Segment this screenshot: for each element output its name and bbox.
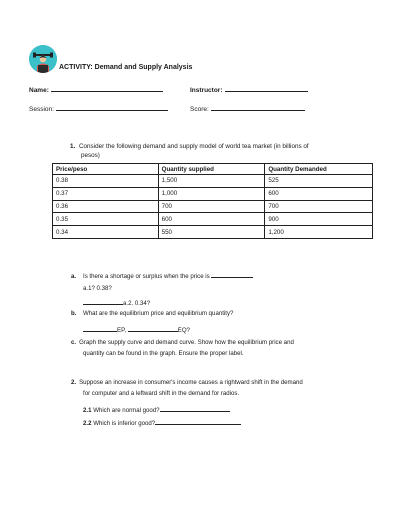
question-2-line1: Suppose an increase in consumer's income causes a rightward shift in the demand: [79, 379, 303, 386]
answer-blank[interactable]: [211, 271, 253, 278]
table-cell: 700: [158, 200, 265, 213]
instructor-label: Instructor:: [190, 87, 223, 94]
equilibrium-answers: [83, 325, 190, 334]
answer-blank[interactable]: [155, 418, 241, 425]
instructor-blank[interactable]: [225, 85, 308, 92]
question-1-prompt-cont: pesos): [81, 151, 100, 159]
table-cell: 600: [265, 187, 373, 200]
score-label: Score:: [190, 106, 209, 113]
student-avatar-icon: [29, 45, 57, 73]
question-1: [70, 143, 360, 160]
name-blank[interactable]: [51, 85, 163, 92]
ep-label: EP,: [117, 327, 127, 334]
question-2-line2: for computer and a leftward shift in the demand for radios.: [83, 390, 240, 397]
table-cell: 550: [158, 226, 265, 239]
question-c-label: c.: [71, 339, 77, 346]
column-header: Quantity Demanded: [265, 164, 373, 175]
question-2-1-label: 2.1: [83, 407, 92, 414]
table-row: [53, 187, 373, 200]
question-a-text: Is there a shortage or surplus when the price is: [83, 273, 210, 280]
instructor-field: [190, 85, 308, 94]
ep-blank[interactable]: [83, 325, 117, 332]
question-a1: a.1? 0.38?: [83, 285, 112, 292]
table-cell: 1,000: [158, 187, 265, 200]
table-cell: 700: [265, 200, 373, 213]
eq-blank[interactable]: [128, 325, 178, 332]
question-a2: [83, 298, 150, 307]
table-row: [53, 200, 373, 213]
table-cell: 0.34: [53, 226, 159, 239]
session-blank[interactable]: [56, 104, 168, 111]
table-cell: 0.35: [53, 213, 159, 226]
table-cell: 600: [158, 213, 265, 226]
page-title: ACTIVITY: Demand and Supply Analysis: [59, 64, 193, 71]
column-header: Price/peso: [53, 164, 159, 175]
supply-demand-table: [52, 163, 373, 239]
question-b: [71, 309, 233, 320]
table-cell: 1,200: [265, 226, 373, 239]
question-b-text: What are the equilibrium price and equilibrium quantity?: [83, 310, 234, 317]
answer-blank[interactable]: [83, 298, 123, 305]
question-1-number: 1.: [70, 143, 76, 150]
table-row: [53, 175, 373, 188]
question-a: [71, 271, 253, 283]
question-c-line1: Graph the supply curve and demand curve. Show how the equilibrium price and: [79, 339, 294, 346]
question-2-number: 2.: [71, 379, 77, 386]
question-2-2: [83, 418, 241, 427]
question-2: [71, 377, 361, 399]
question-b-label: b.: [71, 310, 77, 317]
question-2-2-text: Which is inferior good?: [93, 420, 156, 427]
question-c: [71, 337, 361, 359]
score-field: [190, 104, 305, 113]
session-field: [29, 104, 168, 113]
table-row: [53, 226, 373, 239]
session-label: Session:: [29, 106, 54, 113]
question-c-line2: quantity can be found in the graph. Ensure the proper label.: [83, 350, 244, 357]
question-2-2-label: 2.2: [83, 420, 92, 427]
question-a2-text: a.2. 0.34?: [123, 300, 151, 307]
question-2-1: [83, 405, 230, 414]
name-field: [29, 85, 163, 94]
score-blank[interactable]: [211, 104, 305, 111]
table-cell: 0.37: [53, 187, 159, 200]
table-cell: 0.38: [53, 175, 159, 188]
table-cell: 525: [265, 175, 373, 188]
eq-label: EQ?: [177, 327, 190, 334]
column-header: Quantity supplied: [158, 164, 265, 175]
table-cell: 900: [265, 213, 373, 226]
table-row: [53, 213, 373, 226]
table-cell: 1,500: [158, 175, 265, 188]
name-label: Name:: [29, 87, 49, 94]
table-header-row: [53, 164, 373, 175]
question-2-1-text: Which are normal good?: [93, 407, 160, 414]
answer-blank[interactable]: [160, 405, 230, 412]
table-cell: 0.36: [53, 200, 159, 213]
question-1-prompt: Consider the following demand and supply model of world tea market (in billions of: [79, 143, 309, 150]
question-a-label: a.: [71, 273, 77, 280]
